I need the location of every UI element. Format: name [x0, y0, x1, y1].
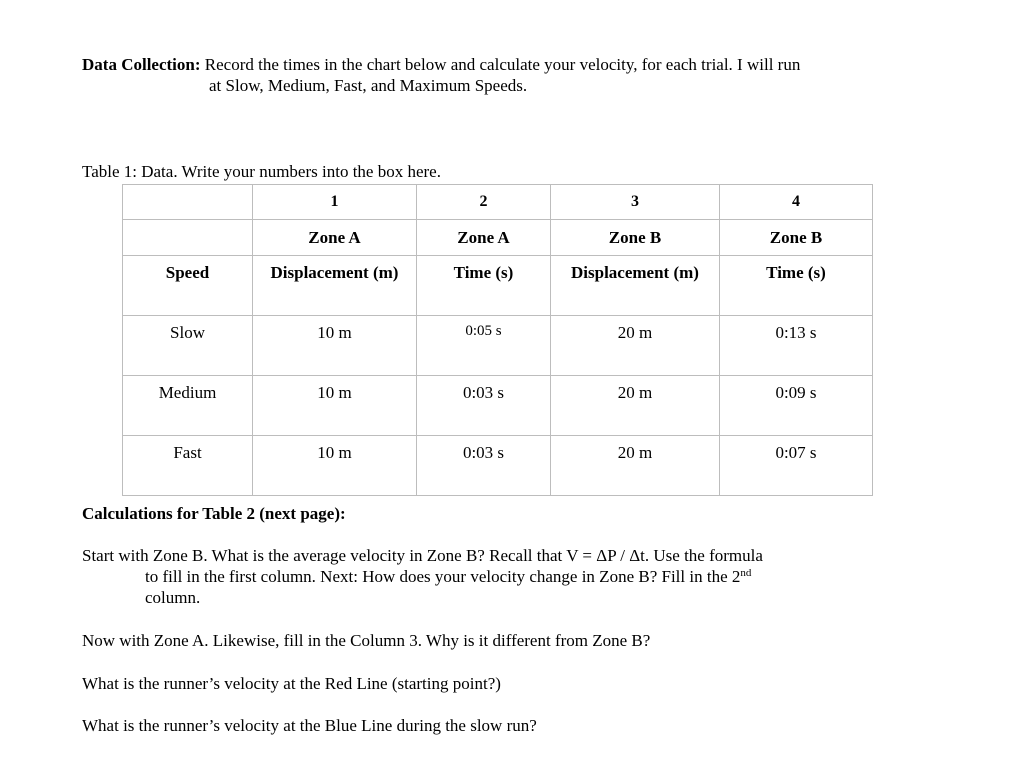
ordinal-superscript: nd	[740, 567, 752, 579]
data-collection-instructions	[82, 54, 962, 96]
data-collection-text-line2: at Slow, Medium, Fast, and Maximum Speeds.	[209, 76, 528, 95]
speed-cell: Medium	[123, 376, 253, 436]
data-cell: 10 m	[253, 436, 417, 496]
blue-line-question: What is the runner’s velocity at the Blue Line during the slow run?	[82, 716, 537, 735]
data-cell: 10 m	[253, 316, 417, 376]
data-collection-text-line1: Record the times in the chart below and calculate your velocity, for each trial. I will run	[204, 55, 801, 74]
data-cell: 10 m	[253, 376, 417, 436]
data-cell: 0:05 s	[417, 316, 551, 376]
zone-b-text-line2-main: to fill in the first column. Next: How does your velocity change in Zone B? Fill in the 2	[145, 567, 741, 586]
data-cell: 20 m	[551, 376, 720, 436]
zone-b-text-line3: column.	[145, 588, 201, 607]
data-cell: 20 m	[551, 316, 720, 376]
table-row	[123, 376, 873, 436]
header-cell-displacement: Displacement (m)	[551, 256, 720, 316]
header-row	[123, 256, 873, 316]
zone-cell	[123, 220, 253, 256]
column-number-row	[123, 185, 873, 220]
data-table	[122, 184, 873, 496]
table-row	[123, 436, 873, 496]
zone-a-instructions: Now with Zone A. Likewise, fill in the Column 3. Why is it different from Zone B?	[82, 631, 651, 650]
column-number-cell: 3	[551, 185, 720, 220]
data-cell: 0:13 s	[720, 316, 873, 376]
speed-cell: Fast	[123, 436, 253, 496]
data-cell: 0:09 s	[720, 376, 873, 436]
zone-cell: Zone B	[720, 220, 873, 256]
data-cell: 0:03 s	[417, 376, 551, 436]
zone-b-text-line1: Start with Zone B. What is the average velocity in Zone B? Recall that V = ΔP / Δt. Use the formula	[82, 546, 763, 565]
table-caption: Table 1: Data. Write your numbers into the box here.	[82, 162, 441, 181]
red-line-question: What is the runner’s velocity at the Red Line (starting point?)	[82, 674, 501, 693]
data-collection-label: Data Collection:	[82, 55, 201, 74]
zone-cell: Zone A	[253, 220, 417, 256]
zone-b-text-line2	[82, 566, 962, 587]
data-cell: 20 m	[551, 436, 720, 496]
speed-cell: Slow	[123, 316, 253, 376]
header-cell-displacement: Displacement (m)	[253, 256, 417, 316]
zone-row	[123, 220, 873, 256]
table-row	[123, 316, 873, 376]
data-cell: 0:07 s	[720, 436, 873, 496]
zone-cell: Zone A	[417, 220, 551, 256]
header-cell-speed: Speed	[123, 256, 253, 316]
header-cell-time: Time (s)	[720, 256, 873, 316]
zone-cell: Zone B	[551, 220, 720, 256]
column-number-cell: 1	[253, 185, 417, 220]
zone-b-instructions	[82, 545, 962, 608]
column-number-cell: 4	[720, 185, 873, 220]
header-cell-time: Time (s)	[417, 256, 551, 316]
data-cell: 0:03 s	[417, 436, 551, 496]
calculations-title: Calculations for Table 2 (next page):	[82, 504, 346, 523]
column-number-cell: 2	[417, 185, 551, 220]
column-number-cell	[123, 185, 253, 220]
